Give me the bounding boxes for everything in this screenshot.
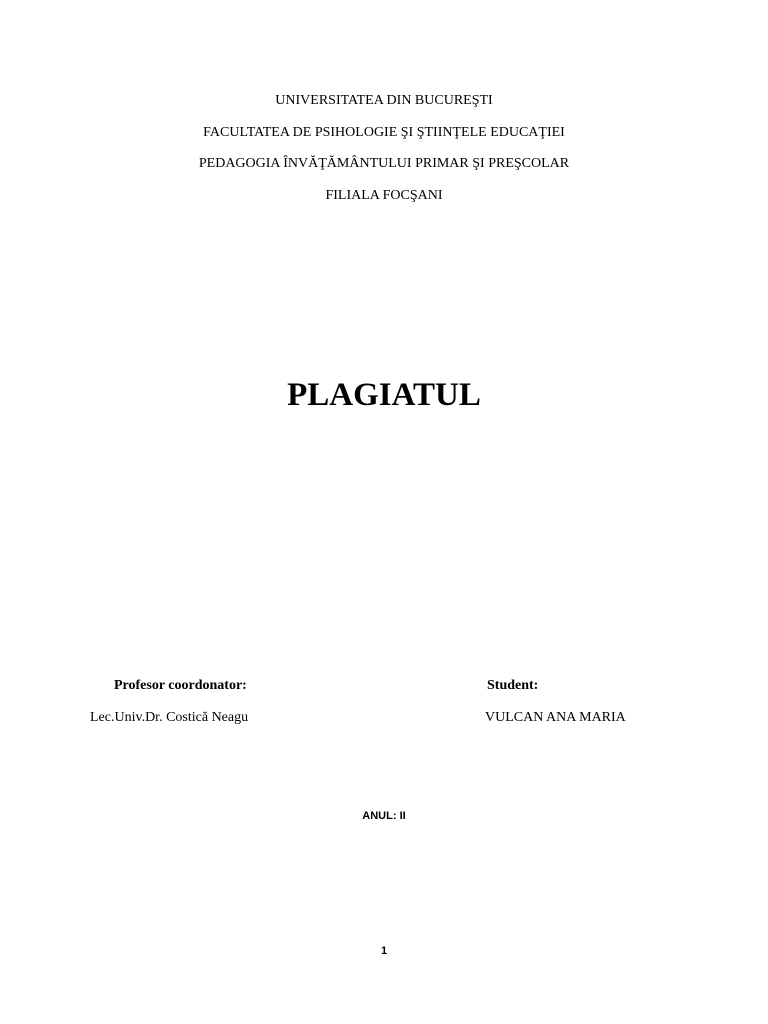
- coordinator-name: Lec.Univ.Dr. Costică Neagu: [90, 710, 249, 725]
- academic-year: ANUL: II: [362, 810, 406, 822]
- page-number: 1: [380, 945, 388, 957]
- document-title: PLAGIATUL: [287, 377, 481, 413]
- student-label: Student:: [487, 678, 539, 693]
- program-name: PEDAGOGIA ÎNVĂŢĂMÂNTULUI PRIMAR ŞI PREŞCOLAR: [198, 156, 570, 171]
- student-name: VULCAN ANA MARIA: [485, 710, 626, 725]
- branch-name: FILIALA FOCŞANI: [325, 188, 443, 203]
- university-name: UNIVERSITATEA DIN BUCUREŞTI: [275, 93, 493, 108]
- coordinator-label: Profesor coordonator:: [114, 678, 247, 693]
- faculty-name: FACULTATEA DE PSIHOLOGIE ŞI ŞTIINŢELE EDUCAŢIEI: [203, 125, 565, 140]
